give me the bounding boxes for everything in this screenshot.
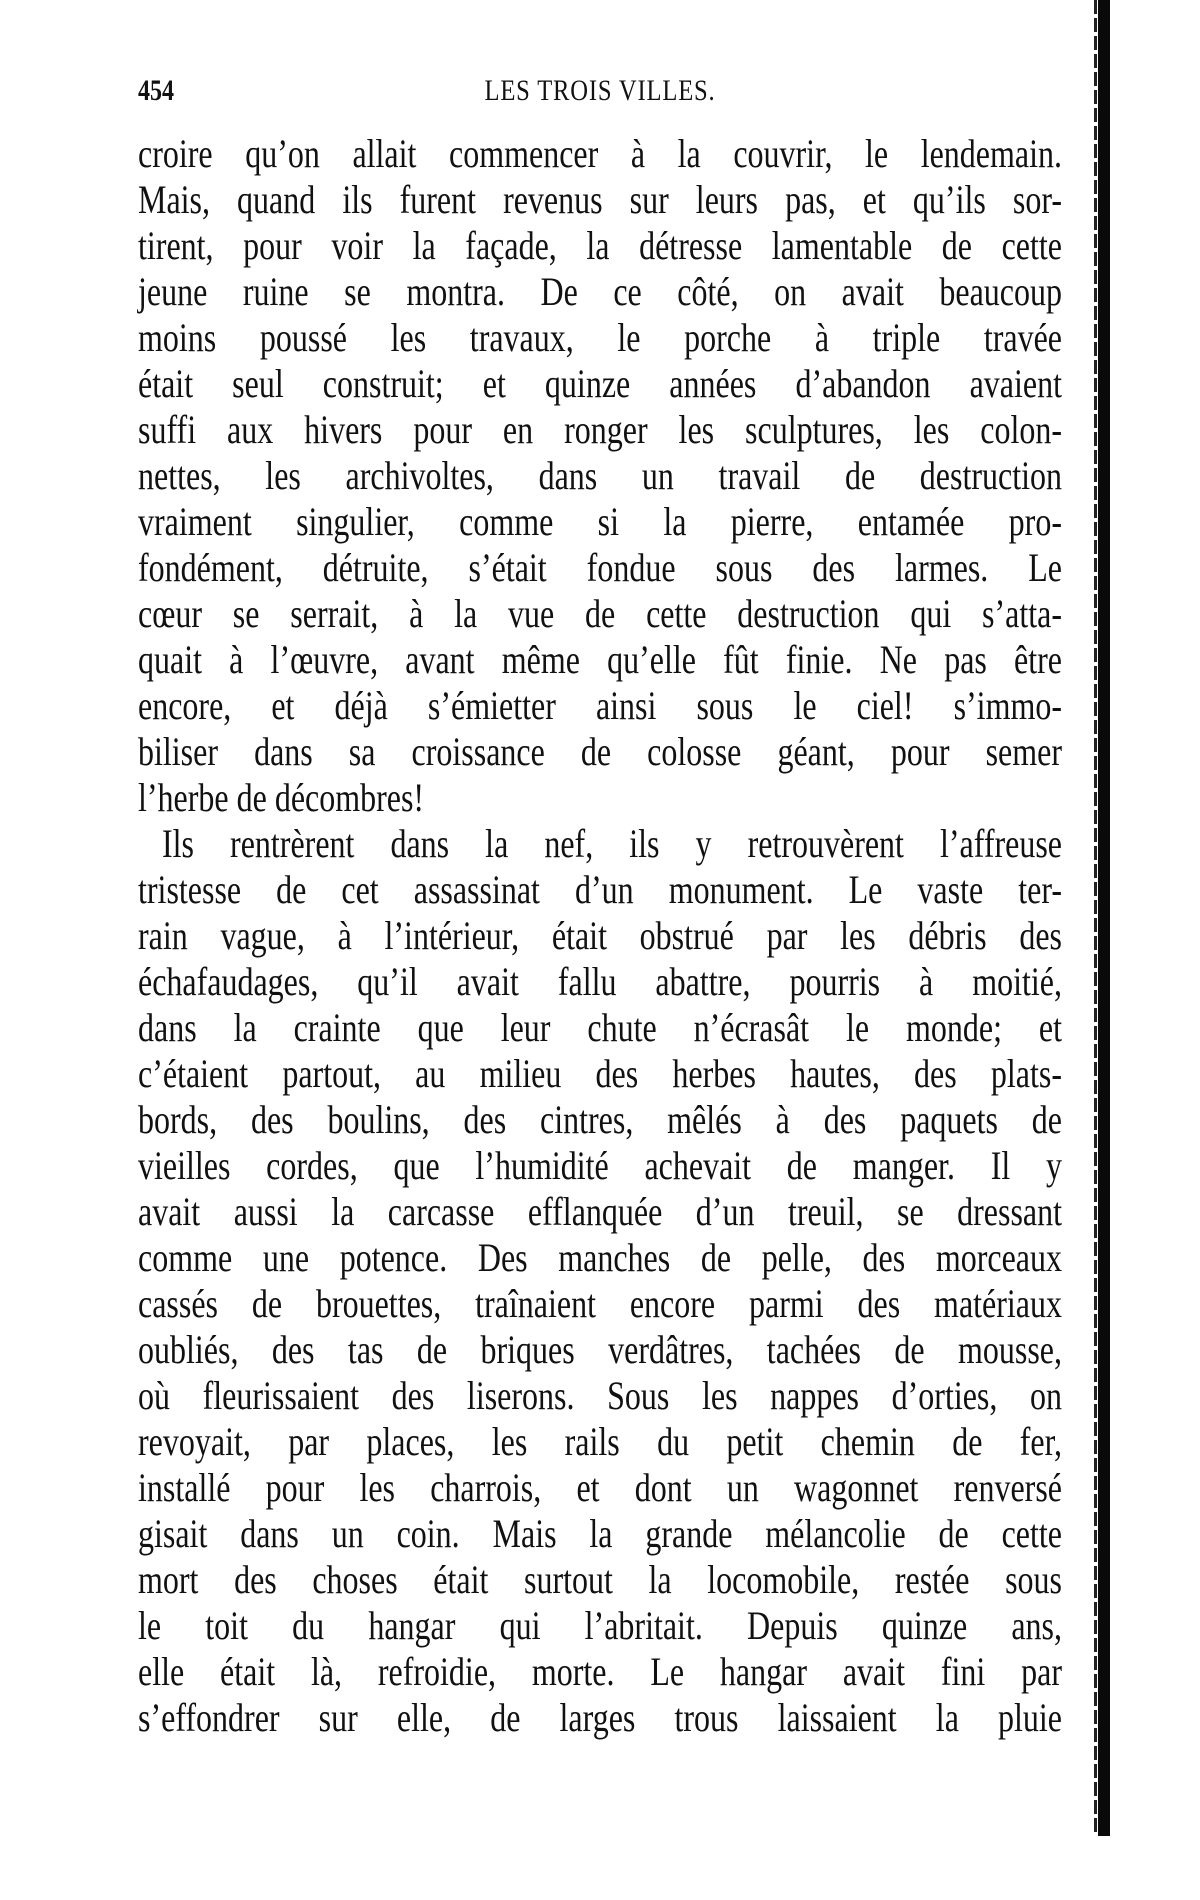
text-line: cassés de brouettes, traînaient encore parmi des matériaux	[138, 1281, 1062, 1326]
text-line: fondément, détruite, s’était fondue sous des larmes. Le	[138, 545, 1062, 590]
text-line: oubliés, des tas de briques verdâtres, tachées de mousse,	[138, 1327, 1062, 1372]
text-line: dans la crainte que leur chute n’écrasât le monde; et	[138, 1005, 1062, 1050]
text-line: vraiment singulier, comme si la pierre, entamée pro-	[138, 499, 1062, 544]
text-line: où fleurissaient des liserons. Sous les nappes d’orties, on	[138, 1373, 1062, 1418]
text-line: revoyait, par places, les rails du petit chemin de fer,	[138, 1419, 1062, 1464]
text-line: échafaudages, qu’il avait fallu abattre, pourris à moitié,	[138, 959, 1062, 1004]
text-line: tirent, pour voir la façade, la détresse lamentable de cette	[138, 223, 1062, 268]
page-number: 454	[138, 74, 174, 107]
text-line: nettes, les archivoltes, dans un travail de destruction	[138, 453, 1062, 498]
text-line: vieilles cordes, que l’humidité achevait de manger. Il y	[138, 1143, 1062, 1188]
text-line: avait aussi la carcasse efflanquée d’un treuil, se dressant	[138, 1189, 1062, 1234]
text-line: biliser dans sa croissance de colosse géant, pour semer	[138, 729, 1062, 774]
text-line: croire qu’on allait commencer à la couvrir, le lendemain.	[138, 131, 1062, 176]
body-text	[138, 131, 1062, 1741]
page-edge-bar	[1098, 0, 1110, 1836]
text-line: bords, des boulins, des cintres, mêlés à des paquets de	[138, 1097, 1062, 1142]
text-line: moins poussé les travaux, le porche à triple travée	[138, 315, 1062, 360]
text-line: jeune ruine se montra. De ce côté, on avait beaucoup	[138, 269, 1062, 314]
text-line: elle était là, refroidie, morte. Le hangar avait fini par	[138, 1649, 1062, 1694]
text-line: suffi aux hivers pour en ronger les sculptures, les colon-	[138, 407, 1062, 452]
text-line: mort des choses était surtout la locomobile, restée sous	[138, 1557, 1062, 1602]
text-line: gisait dans un coin. Mais la grande mélancolie de cette	[138, 1511, 1062, 1556]
text-line: s’effondrer sur elle, de larges trous laissaient la pluie	[138, 1695, 1062, 1740]
text-line: quait à l’œuvre, avant même qu’elle fût finie. Ne pas être	[138, 637, 1062, 682]
text-line: Mais, quand ils furent revenus sur leurs pas, et qu’ils sor-	[138, 177, 1062, 222]
text-line: était seul construit; et quinze années d’abandon avaient	[138, 361, 1062, 406]
page-edge-shadow	[1094, 0, 1097, 1836]
page-header	[138, 74, 1062, 118]
text-line: Ils rentrèrent dans la nef, ils y retrouvèrent l’affreuse	[162, 821, 1062, 866]
text-line: comme une potence. Des manches de pelle, des morceaux	[138, 1235, 1062, 1280]
text-line: cœur se serrait, à la vue de cette destruction qui s’atta-	[138, 591, 1062, 636]
text-line: encore, et déjà s’émietter ainsi sous le ciel! s’immo-	[138, 683, 1062, 728]
text-line: tristesse de cet assassinat d’un monument. Le vaste ter-	[138, 867, 1062, 912]
text-line: rain vague, à l’intérieur, était obstrué par les débris des	[138, 913, 1062, 958]
running-title: LES TROIS VILLES.	[484, 74, 716, 107]
text-line: le toit du hangar qui l’abritait. Depuis quinze ans,	[138, 1603, 1062, 1648]
text-line: c’étaient partout, au milieu des herbes hautes, des plats-	[138, 1051, 1062, 1096]
text-line: l’herbe de décombres!	[138, 775, 425, 820]
text-line: installé pour les charrois, et dont un wagonnet renversé	[138, 1465, 1062, 1510]
